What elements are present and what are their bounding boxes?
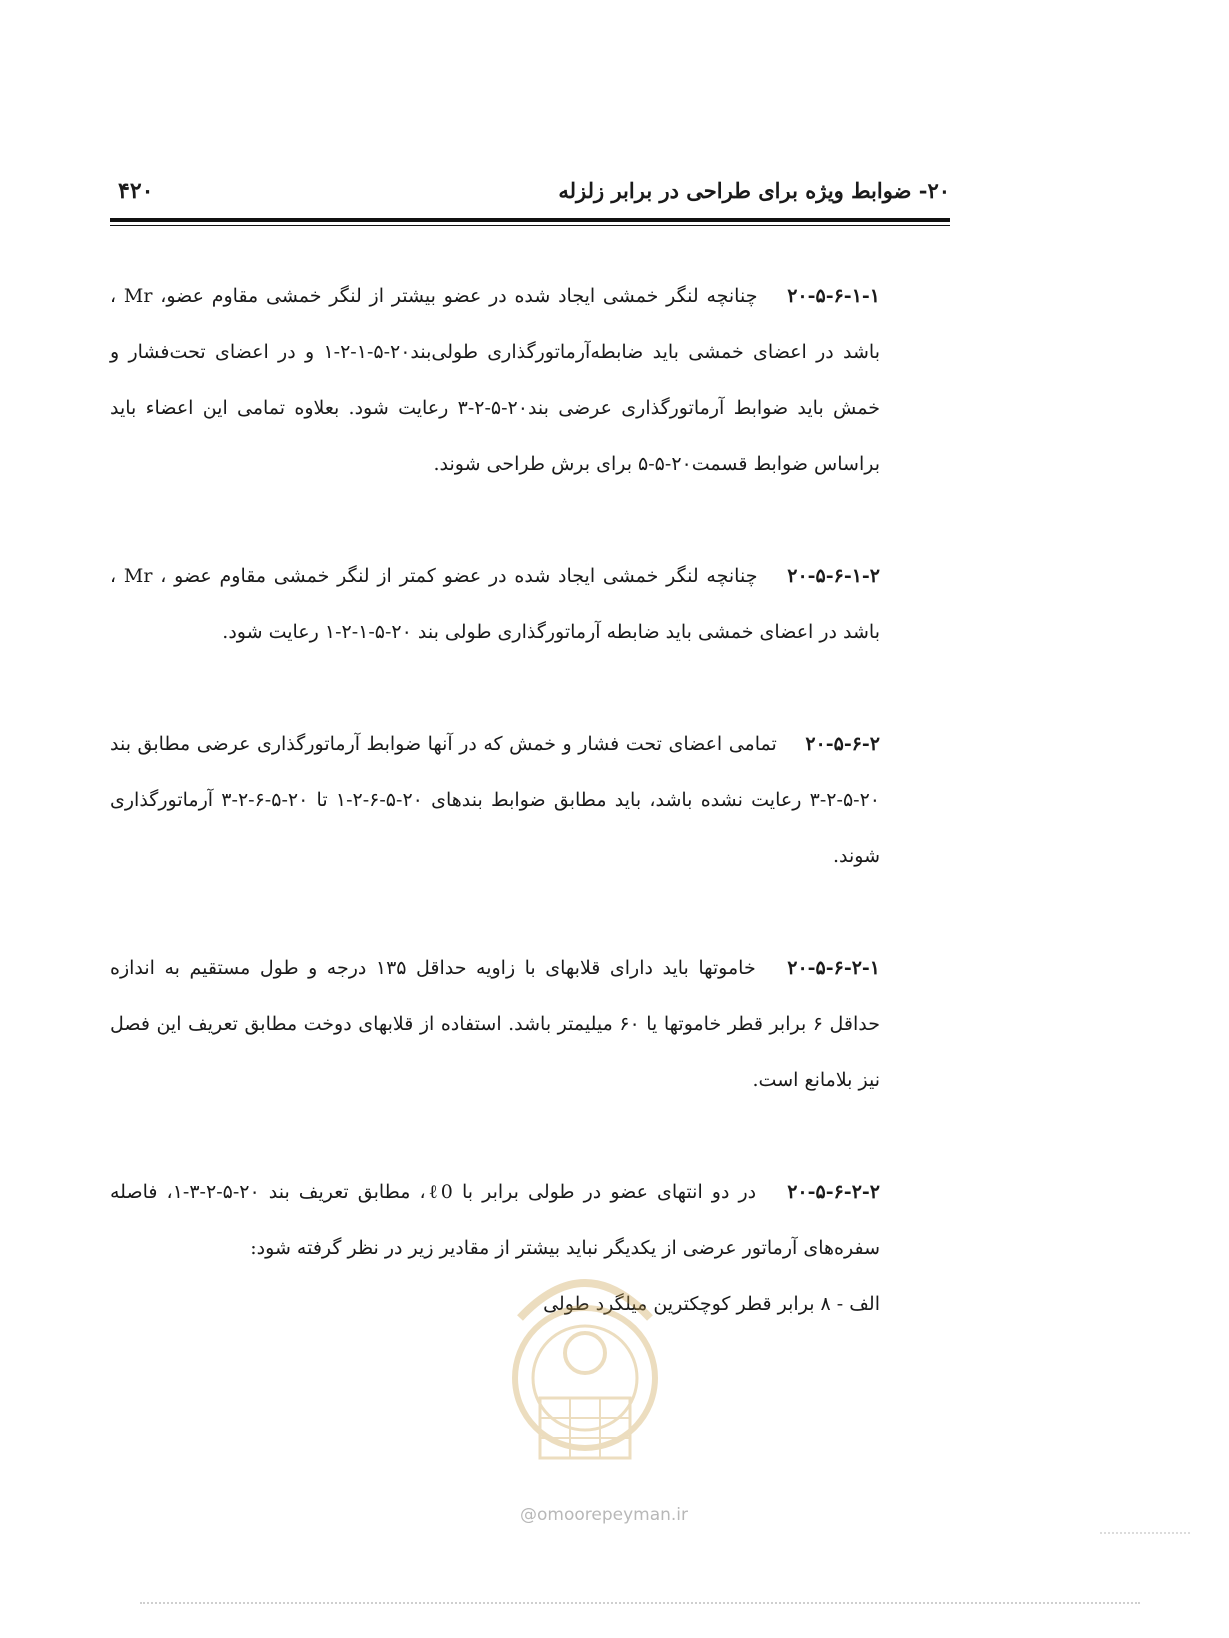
- chapter-title: ۲۰- ضوابط ویژه برای طراحی در برابر زلزله: [558, 178, 950, 203]
- page-number: ۴۲۰: [118, 178, 154, 204]
- clause-number: ۲۰-۵-۶-۱-۱: [787, 285, 880, 307]
- clause-paragraph: [110, 268, 880, 492]
- clause-text: در دو انتهای عضو در طولی برابر با ℓ0، مطابق تعریف بند ۲۰-۵-۲-۳-۱، فاصله سفره‌های آرماتور عرضی از یکدیگر نباید بیشتر از مقادیر زیر در نظر گرفته شود:: [110, 1181, 880, 1259]
- clause-number: ۲۰-۵-۶-۱-۲: [787, 565, 881, 587]
- header-rule-thin: [110, 225, 950, 226]
- clause-paragraph: [110, 1164, 880, 1276]
- clause-text: چنانچه لنگر خمشی ایجاد شده در عضو کمتر از لنگر خمشی مقاوم عضو ، Mr ، باشد در اعضای خمشی باید ضابطه آرماتورگذاری طولی بند ۲۰-۵-۱-۲-۱ رعایت شود.: [110, 565, 880, 643]
- clause-paragraph: [110, 940, 880, 1108]
- list-item: الف - ۸ برابر قطر کوچکترین میلگرد طولی: [543, 1293, 880, 1315]
- clause-number: ۲۰-۵-۶-۲: [805, 733, 880, 755]
- clause-number: ۲۰-۵-۶-۲-۱: [787, 957, 881, 979]
- watermark-seal-icon: [500, 1258, 670, 1498]
- scan-artifact-divider: [140, 1602, 1140, 1606]
- clause-paragraph: [110, 548, 880, 660]
- clause-text: تمامی اعضای تحت فشار و خمش که در آنها ضوابط آرماتورگذاری عرضی مطابق بند ۲۰-۵-۲-۳ رعایت نشده باشد، باید مطابق ضوابط بندهای ۲۰-۵-۶-۲-۱ تا ۲۰-۵-۶-۲-۳ آرماتورگذاری شوند.: [110, 733, 880, 867]
- header-rule-thick: [110, 218, 950, 222]
- clause-text: چنانچه لنگر خمشی ایجاد شده در عضو بیشتر از لنگر خمشی مقاوم عضو، Mr ، باشد در اعضای خمشی باید ضابطه‌آرماتورگذاری طولی‌بند۲۰-۵-۱-۲-۱ و در اعضای تحت‌فشار و خمش باید ضوابط آرماتورگذاری عرضی بند۲۰-۵-۲-۳ رعایت شود. بعلاوه تمامی این اعضاء باید براساس ضوابط قسمت۲۰-۵-۵ برای برش طراحی شوند.: [110, 285, 880, 475]
- clause-paragraph: [110, 716, 880, 884]
- scan-artifact-divider: [1100, 1532, 1190, 1536]
- clause-number: ۲۰-۵-۶-۲-۲: [787, 1181, 880, 1203]
- page-header: [110, 178, 950, 208]
- clause-text: خاموتها باید دارای قلابهای با زاویه حداقل ۱۳۵ درجه و طول مستقیم به اندازه حداقل ۶ برابر قطر خاموتها یا ۶۰ میلیمتر باشد. استفاده از قلابهای دوخت مطابق تعریف این فصل نیز بلامانع است.: [110, 957, 880, 1091]
- watermark-url: @omoorepeyman.ir: [520, 1505, 689, 1525]
- page-body: [110, 268, 880, 1332]
